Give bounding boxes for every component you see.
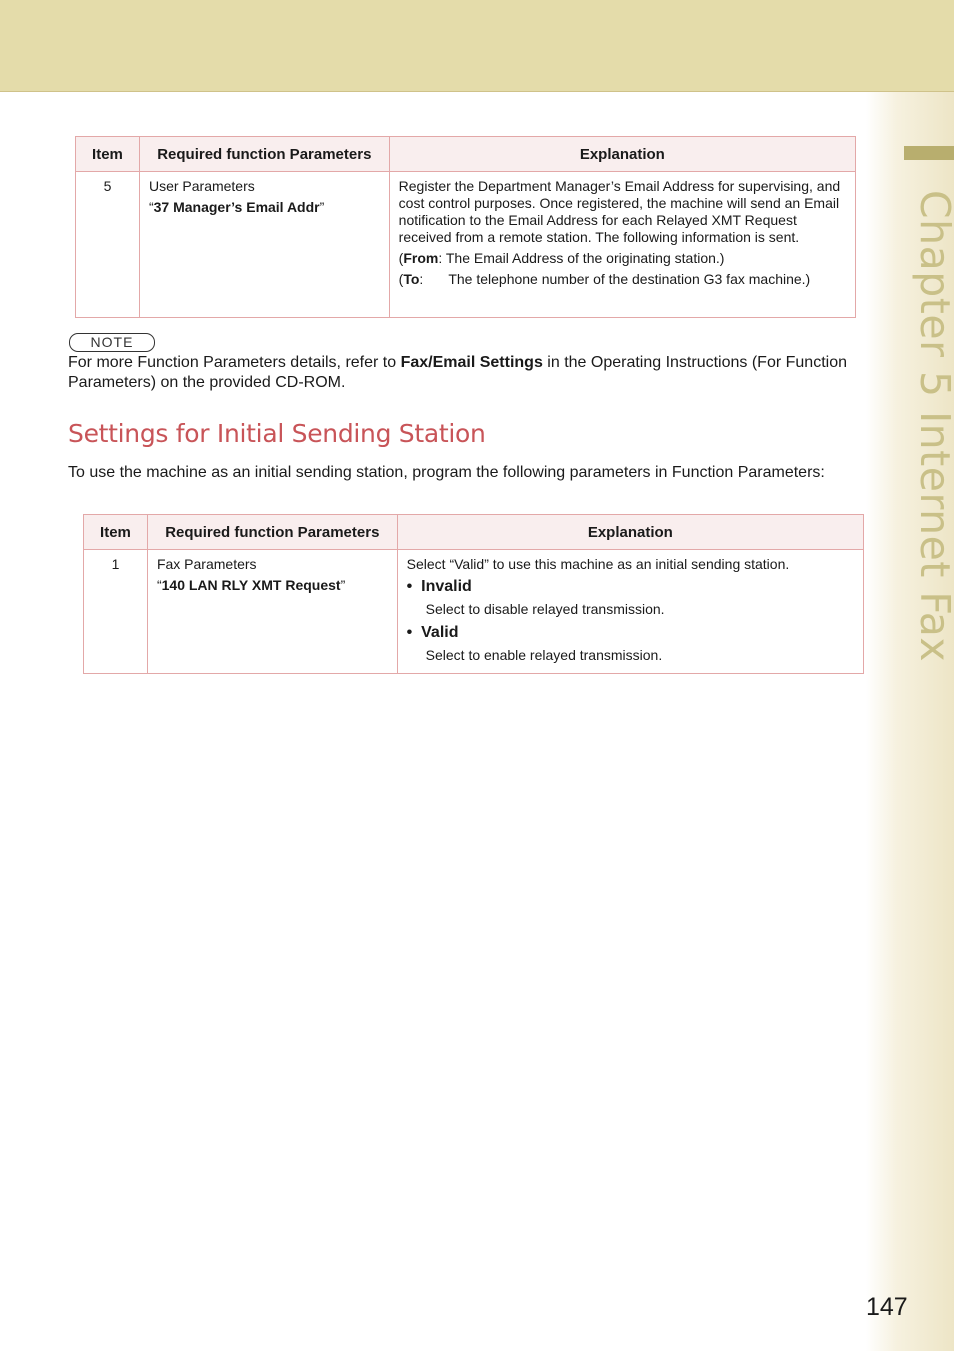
note-text: For more Function Parameters details, refer to Fax/Email Settings in the Operating Instructions (For Function Parameters) on the provided CD-ROM. — [68, 354, 847, 391]
explanation-cell — [389, 172, 855, 318]
table-row — [84, 550, 864, 674]
explanation-text: Register the Department Manager’s Email Address for supervising, and cost control purposes. Once registered, the machine will send an Email notification to the Email Address for each Relayed XMT Request received from a remote station. The following information is sent. — [398, 178, 841, 245]
param-group: User Parameters — [148, 178, 255, 194]
option-valid-title: • Valid — [406, 624, 459, 641]
to-line: (To: The telephone number of the destination G3 fax machine.) — [398, 271, 811, 287]
explanation-cell — [397, 550, 863, 674]
section-heading: Settings for Initial Sending Station — [68, 419, 486, 448]
section-intro: To use the machine as an initial sending station, program the following parameters in Function Parameters: — [68, 464, 825, 481]
explanation-text: Select “Valid” to use this machine as an initial sending station. — [406, 556, 790, 572]
param-cell — [139, 172, 389, 318]
parameters-table-2 — [83, 514, 864, 674]
header-item: Item — [76, 137, 140, 172]
option-invalid-desc: Select to disable relayed transmission. — [425, 601, 665, 617]
table-header-row — [84, 515, 864, 550]
from-line: (From: The Email Address of the originating station.) — [398, 250, 725, 266]
param-code: “37 Manager’s Email Addr” — [148, 199, 325, 215]
header-required-params: Required function Parameters — [139, 137, 389, 172]
header-explanation: Explanation — [397, 515, 863, 550]
parameters-table-1 — [75, 136, 856, 318]
param-group: Fax Parameters — [156, 556, 257, 572]
item-number: 5 — [76, 172, 140, 318]
option-invalid-title: • Invalid — [406, 578, 472, 595]
header-band — [0, 0, 954, 92]
chapter-tab-marker — [904, 146, 954, 160]
header-item: Item — [84, 515, 148, 550]
param-cell — [147, 550, 397, 674]
item-number: 1 — [84, 550, 148, 674]
note-badge: NOTE — [69, 333, 155, 352]
header-explanation: Explanation — [389, 137, 855, 172]
chapter-label: Chapter 5 Internet Fax — [911, 190, 959, 663]
param-code: “140 LAN RLY XMT Request” — [156, 577, 346, 593]
header-required-params: Required function Parameters — [147, 515, 397, 550]
table-row — [76, 172, 856, 318]
page-number: 147 — [866, 1293, 908, 1321]
table-header-row — [76, 137, 856, 172]
option-valid-desc: Select to enable relayed transmission. — [425, 647, 663, 663]
